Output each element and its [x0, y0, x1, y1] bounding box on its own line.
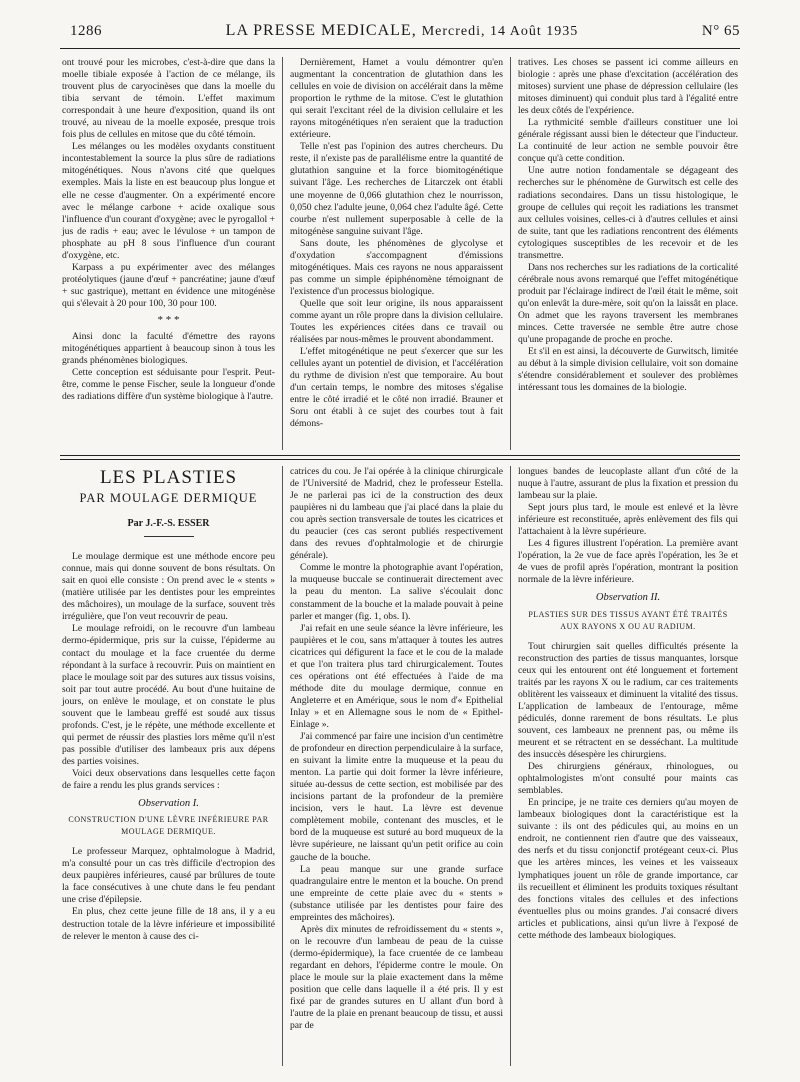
section-stars: * * *: [157, 313, 180, 326]
page-header: [70, 22, 740, 44]
paragraph: Les mélanges ou les modèles oxydants constituent incontestablement la source la plus sûre de radiations mitogénétiques. Nous n'avons cité que quelques exemples. Mais la liste en est beaucoup plus longue et elle ne cesse d'augmenter. On a expérimenté encore avec le mélange carbone + acide oxalique sous l'influence d'un courant d'oxygène; avec le pyrogallol + jus de radis + eau; avec le lévulose + un tampon de phosphate au pH 8 sous l'influence d'un courant d'oxygène, etc.: [62, 141, 275, 261]
column-divider: [510, 466, 511, 1066]
observation-heading: Observation II.: [595, 592, 661, 604]
article-author: Par J.-F.-S. ESSER: [127, 518, 210, 530]
paragraph: Les 4 figures illustrent l'opération. La première avant l'opération, la 2e vue de face après l'opération, les 3e et 4e vues de profil après l'opération, montrant la position normale de la lèvre inférieure.: [518, 538, 738, 586]
paragraph: Tout chirurgien sait quelles difficultés présente la reconstruction des parties de tissus manquantes, lorsque ceux qui les entourent ont été longuement et fortement traités par les rayons X ou le radium, car ces traitements oblitèrent les vaisseaux et diminuent la vitalité des tissus. L'application de lambeaux de l'entourage, même pédiculés, donne rarement de bons résultats. Le plus souvent, ces lambeaux ne prennent pas, ou même ils meurent et se rétractent en se desséchant. La multitude des insuccès désespère les chirurgiens.: [518, 640, 738, 761]
top-column-3: [518, 57, 738, 394]
paragraph: Voici deux observations dans lesquelles cette façon de faire a rendu les plus grands services :: [62, 767, 275, 792]
paragraph: longues bandes de leucoplaste allant d'un côté de la nuque à l'autre, assurant de plus la fixation et pression du lambeau sur la plaie.: [518, 466, 738, 502]
issue-date: Mercredi, 14 Août 1935: [421, 24, 579, 39]
paragraph: tratives. Les choses se passent ici comme ailleurs en biologie : après une phase d'excitation (accélération des mitoses) survient une phase de dépression cellulaire (les mitoses diminuent) qui conduit plus tard à l'égalité entre les deux côtés de l'expérience.: [518, 57, 738, 117]
paragraph: Après dix minutes de refroidissement du « stents », on le recouvre d'un lambeau de peau de la cuisse (dermo-épidermique), la face cruentée de ce lambeau regardant en dehors, l'épiderme contre le moule. On place le moule sur la plaie exactement dans la même position que celle dans laquelle il a été pris. Il y est fixé par de grandes sutures en U allant d'un bord à l'autre de la plaie en prenant beaucoup de tissu, et aussi par de: [290, 923, 503, 1032]
observation-subheading: CONSTRUCTION D'UNE LÈVRE INFÉRIEURE PAR MOULAGE DERMIQUE.: [68, 815, 269, 837]
journal-name: LA PRESSE MEDICALE: [225, 22, 412, 39]
paragraph: Et s'il en est ainsi, la découverte de Gurwitsch, limitée au début à la simple division cellulaire, voit son domaine s'étendre considérablement et soulever des problèmes intéressant tous les domaines de la biologie.: [518, 346, 738, 394]
paragraph: J'ai commencé par faire une incision d'un centimètre de profondeur en direction perpendiculaire à la surface, en suivant la limite entre la muqueuse et la peau du menton. La partie qui doit former la lèvre inférieure, située au-dessus de cette section, est mobilisée par des incisions partant de la profondeur de la première incision, vers le haut. La lèvre est devenue complètement mobile, contenant des muscles, et le bord de la muqueuse est suturé au bord muqueux de la lèvre supérieure, ne laissant qu'un petit orifice au coin gauche de la bouche.: [290, 731, 503, 863]
column-divider: [282, 57, 283, 450]
paragraph: J'ai refait en une seule séance la lèvre inférieure, les paupières et le cou, sans m'attaquer à toutes les autres cicatrices qui défigurent la face et le cou de la malade et que l'on traitera plus tard chirurgicalement. Toutes ces opérations ont été effectuées à l'aide de ma méthode dite du moulage dermique, connue en Angleterre et en Amérique, sous le nom d'« Epithelial Inlay » et en Allemagne sous le nom de « Epithel-Einlage ».: [290, 622, 503, 730]
paragraph: Dans nos recherches sur les radiations de la corticalité cérébrale nous avons remarqué que l'effet mitogénétique produit par l'éclairage indirect de l'œil était le même, soit qu'on enlevât la dure-mère, soit qu'on la laissât en place. On admet que les rayons traversent les membranes minces. Cette traversée ne semble être autre chose qu'une propagande de proche en proche.: [518, 261, 738, 346]
paragraph: Comme le montre la photographie avant l'opération, la muqueuse buccale se continuerait directement avec la peau du menton. La salive s'écoulait donc constamment de la bouche et la malade pouvait à peine parler et manger (fig. 1, obs. I).: [290, 562, 503, 622]
paragraph: Telle n'est pas l'opinion des autres chercheurs. Du reste, il n'existe pas de parallélisme entre la quantité de glutathion sanguine et la force biomitogénétique suivant l'âge. Les recherches de Litarczek ont établi une moyenne de 0,066 glutathion chez le nourrisson, 0,050 chez l'adulte jeune, 0,064 chez l'adulte âgé. Cette courbe n'est nullement superposable à celle de la mitogénèse sanguine suivant l'âge.: [290, 141, 503, 237]
observation-heading: Observation I.: [138, 798, 199, 810]
header-title: LA PRESSE MEDICALE, Mercredi, 14 Août 1935: [225, 22, 579, 39]
issue-number: N° 65: [701, 23, 740, 39]
paragraph: Des chirurgiens généraux, rhinologues, ou ophtalmologistes m'ont consulté pour maints cas semblables.: [518, 761, 738, 797]
paragraph: Le moulage dermique est une méthode encore peu connue, mais qui donne souvent de bons résultats. On sait en quoi elle consiste : On prend avec le « stents » (matière utilisée par les dentistes pour les empreintes des mâchoires), un moulage de la surface, souvent très irrégulière, que l'on veut recouvrir de peau.: [62, 551, 275, 623]
author-rule: [144, 536, 194, 537]
article-column-3: [518, 466, 738, 942]
paragraph: En plus, chez cette jeune fille de 18 ans, il y a eu destruction totale de la lèvre inférieure et impossibilité de relever le menton à cause des ci-: [62, 906, 275, 942]
paragraph: Le professeur Marquez, ophtalmologue à Madrid, m'a consulté pour un cas très difficile d'ectropion des deux paupières inférieures, causé par brûlures de toute la face consécutives à une chute dans le feu pendant une crise d'épilepsie.: [62, 846, 275, 906]
paragraph: Cette conception est séduisante pour l'esprit. Peut-être, comme le pense Fischer, seule la longueur d'onde des radiations diffère d'un système biologique à l'autre.: [62, 367, 275, 403]
article-column-2: [290, 466, 503, 1032]
paragraph: Sept jours plus tard, le moule est enlevé et la lèvre inférieure est reconstituée, après enlèvement des fils qui l'attachaient à la lèvre supérieure.: [518, 502, 738, 538]
section-divider: [60, 455, 740, 460]
paragraph: Une autre notion fondamentale se dégageant des recherches sur le phénomène de Gurwitsch est celle des radiations secondaires. Dans un tissu histologique, le groupe de cellules qui reçoit les radiations les transmet aux cellules voisines, celles-ci à d'autres cellules et ainsi de suite, tant que les radiations rencontrent des éléments cytologiques susceptibles de les recevoir et de les transmettre.: [518, 165, 738, 261]
paragraph: Karpass a pu expérimenter avec des mélanges protéolytiques (jaune d'œuf + pancréatine; jaune d'œuf + suc gastrique), mettant en évidence une mitogénèse qui s'élevait à 20 pour 100, 30 pour 100.: [62, 261, 275, 309]
paragraph: Sans doute, les phénomènes de glycolyse et d'oxydation s'accompagnent d'émissions mitogénétiques. Mais ces rayons ne nous apparaissent pas comme un simple épiphénomène témoignant de l'existence d'un processus biologique.: [290, 237, 503, 297]
paragraph: Le moulage refroidi, on le recouvre d'un lambeau dermo-épidermique, pris sur la cuisse, l'épiderme au contact du moulage et la face cruentée du derme répondant à la surface à recouvrir. Puis on maintient en place le moulage soit par des sutures aux tissus voisins, soit par tout autre procédé. Au bout d'une huitaine de jours, on enlève le moulage, et on constate le plus souvent que le lambeau greffé est soudé aux tissus profonds. C'est, je le répète, une méthode excellente et qui permet de réussir des plasties lors même qu'il n'est pas possible d'utiliser des lambeaux pris aux dépens des parties voisines.: [62, 623, 275, 767]
article-column-1: [62, 466, 275, 943]
article-title: LES PLASTIES: [99, 467, 238, 488]
page-number: 1286: [70, 23, 102, 39]
paragraph: La rythmicité semble d'ailleurs constituer une loi générale régissant aussi bien le détecteur que l'inducteur. La continuité de leur action ne semble pouvoir être conçue qu'à cette condition.: [518, 117, 738, 165]
paragraph: En principe, je ne traite ces derniers qu'au moyen de lambeaux biologiques dont la caractéristique est la suivante : ils ont des pédicules qui, au moins en un endroit, ne contiennent rien d'autre que des vaisseaux, des nerfs et du tissu conjonctif protégeant ceux-ci. Plus que les artères minces, les veines et les vaisseaux lymphatiques jouent un rôle de grande importance, car ils recueillent et éliminent les produits toxiques résultant des fonctions vitales des cellules et des infections éventuelles plus ou moins grandes. J'ai consacré divers articles et publications, ainsi qu'un livre à l'exposé de cette méthode des lambeaux biologiques.: [518, 797, 738, 941]
column-divider: [282, 466, 283, 1066]
header-rule: [60, 48, 740, 49]
paragraph: Dernièrement, Hamet a voulu démontrer qu'en augmentant la concentration de glutathion dans les cellules en voie de division on accélérait dans la même proportion le rythme de la mitose. C'est le glutathion qui serait l'excitant réel de la division cellulaire et les rayons mitogénétiques n'en seraient que la traduction extérieure.: [290, 57, 503, 141]
paragraph: ont trouvé pour les microbes, c'est-à-dire que dans la moelle tibiale exposée à l'action de ce mélange, ils trouvent plus de caryocinèses que dans la moelle du tibia servant de témoin. L'effet maximum correspondait à une heure d'exposition, quand ils ont trouvé, au niveau de la moelle exposée, presque trois fois plus de cellules en mitose que du côté témoin.: [62, 57, 275, 141]
article-subtitle: PAR MOULAGE DERMIQUE: [79, 491, 258, 506]
observation-subheading: PLASTIES SUR DES TISSUS AYANT ÉTÉ TRAITÉS AUX RAYONS X OU AU RADIUM.: [528, 609, 728, 631]
column-divider: [510, 57, 511, 450]
top-column-2: [290, 57, 503, 430]
paragraph: L'effet mitogénétique ne peut s'exercer que sur les cellules ayant un potentiel de division, et l'accélération du rythme de division n'est que temporaire. Au bout d'un certain temps, le nombre des mitoses s'égalise entre le côté irradié et le côté non irradié. Brauner et Soru ont établi à ce sujet des courbes tout à fait démons-: [290, 346, 503, 430]
top-column-1: [62, 57, 275, 403]
paragraph: Quelle que soit leur origine, ils nous apparaissent comme ayant un rôle propre dans la division cellulaire. Toutes les expériences citées dans ce travail ou réalisées par nous-mêmes le prouvent abondamment.: [290, 297, 503, 346]
paragraph: La peau manque sur une grande surface quadrangulaire entre le menton et la bouche. On prend une empreinte de cette plaie avec du « stents » (substance utilisée par les dentistes pour faire des empreintes des mâchoires).: [290, 863, 503, 923]
paragraph: catrices du cou. Je l'ai opérée à la clinique chirurgicale de l'Université de Madrid, chez le professeur Estella. Je ne parlerai pas ici de la construction des deux paupières ni du lambeau que j'ai placé dans la plaie du cou après section transversale de toutes les cicatrices et du peaucier (ces cas seront publiés respectivement dans des revues d'ophtalmologie et de chirurgie générale).: [290, 466, 503, 562]
paragraph: Ainsi donc la faculté d'émettre des rayons mitogénétiques appartient à beaucoup sinon à tous les grands phénomènes biologiques.: [62, 330, 275, 367]
